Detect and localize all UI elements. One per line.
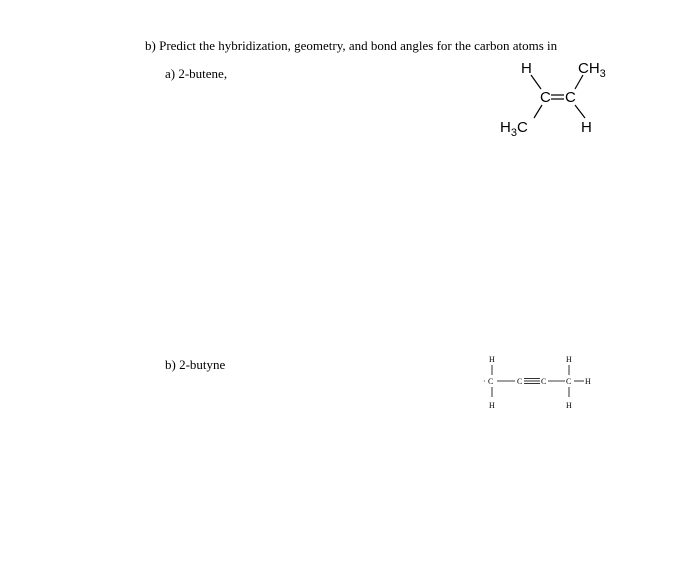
bond-c-h-bottom-right [575, 105, 585, 118]
question-prefix: b) [145, 38, 156, 53]
part-b-label: b) 2-butyne [165, 357, 226, 372]
atom-c-right: C [566, 377, 572, 386]
question-body: Predict the hybridization, geometry, and bond angles for the carbon atoms in [159, 38, 558, 53]
atom-ch3-text: CH [578, 60, 600, 77]
atom-h-right: H [585, 377, 591, 386]
bond-h-c-top-left [531, 75, 541, 89]
atom-h-bottom-left: H [489, 401, 495, 410]
atom-c-triple-right: C [541, 377, 547, 386]
bond-ch3-c-top-right [575, 75, 583, 89]
atom-c-left: C [540, 89, 551, 106]
atom-h3c-h: H [500, 119, 511, 136]
butene-structure [490, 58, 620, 138]
atom-c-right: C [565, 89, 576, 106]
atom-ch3-subscript: 3 [599, 68, 606, 80]
atom-h3c-bottom-left [500, 119, 528, 139]
dot-left: · [483, 377, 486, 386]
part-a-label: a) 2-butene, [165, 66, 228, 81]
atom-h-bottom-right: H [566, 401, 572, 410]
atom-c-triple-left: C [517, 377, 523, 386]
atom-h3c-subscript: 3 [510, 127, 517, 139]
atom-h-bottom-right: H [581, 119, 592, 136]
bond-c-ch3-bottom-left [534, 105, 542, 118]
atom-c-left: C [488, 377, 494, 386]
atom-h-top-left: H [521, 60, 532, 77]
atom-h-top-right: H [566, 355, 572, 364]
question-text [145, 38, 557, 54]
atom-h-top-left: H [489, 355, 495, 364]
butyne-structure [480, 352, 610, 414]
atom-h3c-c: C [516, 119, 528, 136]
